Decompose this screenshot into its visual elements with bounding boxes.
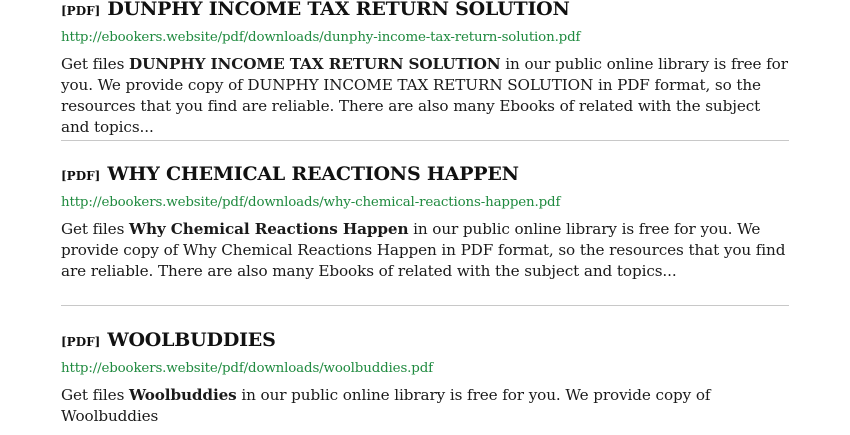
result-title[interactable]: WHY CHEMICAL REACTIONS HAPPEN <box>107 163 519 185</box>
result-title-row[interactable] <box>61 329 789 353</box>
result-title[interactable]: DUNPHY INCOME TAX RETURN SOLUTION <box>107 0 570 20</box>
description-prefix: Get files <box>61 220 129 238</box>
description-text: in our public online library is free for you. We provide copy of DUNPHY INCOME TAX RETURN SOLUTION in PDF format, so the resources that you find are reliable. There are also many Ebooks of related with the subject and topics... <box>61 55 788 136</box>
result-url-link[interactable]: http://ebookers.website/pdf/downloads/why-chemical-reactions-happen.pdf <box>61 195 561 210</box>
result-item <box>61 0 789 138</box>
result-title[interactable]: WOOLBUDDIES <box>107 329 276 351</box>
pdf-tag: [PDF] <box>61 335 101 349</box>
description-text: in our public online library is free for you. We provide copy of Woolbuddies <box>61 386 711 425</box>
result-description <box>61 219 789 282</box>
result-url-link[interactable]: http://ebookers.website/pdf/downloads/dunphy-income-tax-return-solution.pdf <box>61 30 581 45</box>
result-url-link[interactable]: http://ebookers.website/pdf/downloads/woolbuddies.pdf <box>61 361 433 376</box>
result-description <box>61 54 789 138</box>
description-prefix: Get files <box>61 55 129 73</box>
description-bold-title: Woolbuddies <box>129 386 237 404</box>
result-title-row[interactable] <box>61 163 789 187</box>
description-prefix: Get files <box>61 386 129 404</box>
pdf-tag: [PDF] <box>61 4 101 18</box>
result-description <box>61 385 789 427</box>
result-divider <box>61 140 789 141</box>
description-bold-title: Why Chemical Reactions Happen <box>129 220 409 238</box>
result-title-row[interactable] <box>61 0 789 22</box>
description-bold-title: DUNPHY INCOME TAX RETURN SOLUTION <box>129 55 501 73</box>
result-item <box>61 329 789 427</box>
result-item <box>61 163 789 282</box>
description-text: in our public online library is free for you. We provide copy of Why Chemical Reactions Happen in PDF format, so the resources that you find are reliable. There are also many Ebooks of related with the subject and topics... <box>61 220 786 280</box>
pdf-tag: [PDF] <box>61 169 101 183</box>
result-divider <box>61 305 789 306</box>
